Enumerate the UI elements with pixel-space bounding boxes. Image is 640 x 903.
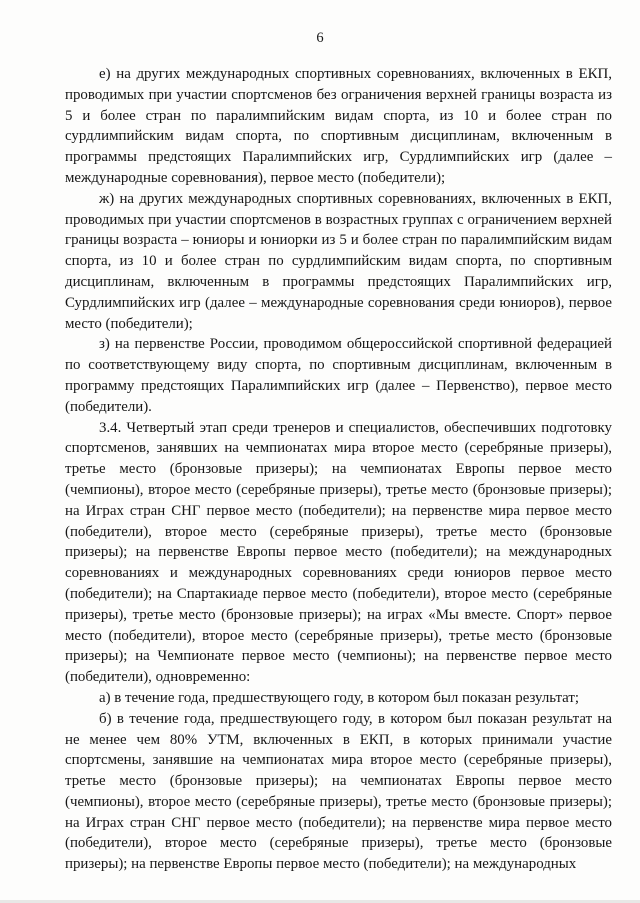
page-number: 6 — [316, 30, 324, 46]
paragraph-section-3-4: 3.4. Четвертый этап среди тренеров и специалистов, обеспечивших подготовку спортсменов, занявших на чемпионатах мира второе место (серебряные призеры), третье место (бронзовые призеры); на чемпионатах Европы первое место (чемпионы), второе место (серебряные призеры), третье место (бронзовые призеры); на Играх стран СНГ первое место (победители); на первенстве мира первое место (победители), второе место (серебряные призеры), третье место (бронзовые призеры); на первенстве Европы первое место (победители); на международных соревнованиях и международных соревнованиях среди юниоров первое место (победители); на Спартакиаде первое место (победители), второе место (серебряные призеры), третье место (бронзовые призеры); на играх «Мы вместе. Спорт» первое место (победители), второе место (серебряные призеры), третье место (бронзовые призеры); на Чемпионате первое место (чемпионы); на первенстве первое место (победители), одновременно: — [65, 419, 612, 686]
paragraph-item-e: е) на других международных спортивных соревнованиях, включенных в ЕКП, проводимых при участии спортсменов без ограничения верхней границы возраста из 5 и более стран по паралимпийским видам спорта, из 10 и более стран по сурдлимпийским видам спорта, по спортивным дисциплинам, включенным в программы предстоящих Паралимпийских игр, Сурдлимпийских игр (далее – международные соревнования), первое место (победители); — [65, 66, 612, 186]
paragraph-item-a: а) в течение года, предшествующего году, в котором был показан результат; — [99, 689, 580, 706]
body-text — [65, 64, 612, 875]
paragraph-item-b: б) в течение года, предшествующего году, в котором был показан результат на не менее чем 80% УТМ, включенных в ЕКП, в которых принимали участие спортсмены, занявшие на чемпионатах мира второе место (серебряные призеры), третье место (бронзовые призеры); на чемпионатах Европы первое место (чемпионы), второе место (серебряные призеры), третье место (бронзовые призеры); на Играх стран СНГ первое место (победители); на первенстве мира первое место (победители), второе место (серебряные призеры), третье место (бронзовые призеры); на первенстве Европы первое место (победители); на международных — [65, 710, 612, 873]
paragraph-item-zh: ж) на других международных спортивных соревнованиях, включенных в ЕКП, проводимых при участии спортсменов в возрастных группах с ограничением верхней границы возраста – юниоры и юниорки из 5 и более стран по паралимпийским видам спорта, из 10 и более стран по сурдлимпийским видам спорта, по спортивным дисциплинам, включенным в программы предстоящих Паралимпийских игр, Сурдлимпийских игр (далее – международные соревнования среди юниоров), первое место (победители); — [65, 190, 612, 332]
paragraph-item-z: з) на первенстве России, проводимом общероссийской спортивной федерацией по соответствующему виду спорта, по спортивным дисциплинам, включенным в программу предстоящих Паралимпийских игр (далее – Первенство), первое место (победители). — [65, 336, 612, 415]
